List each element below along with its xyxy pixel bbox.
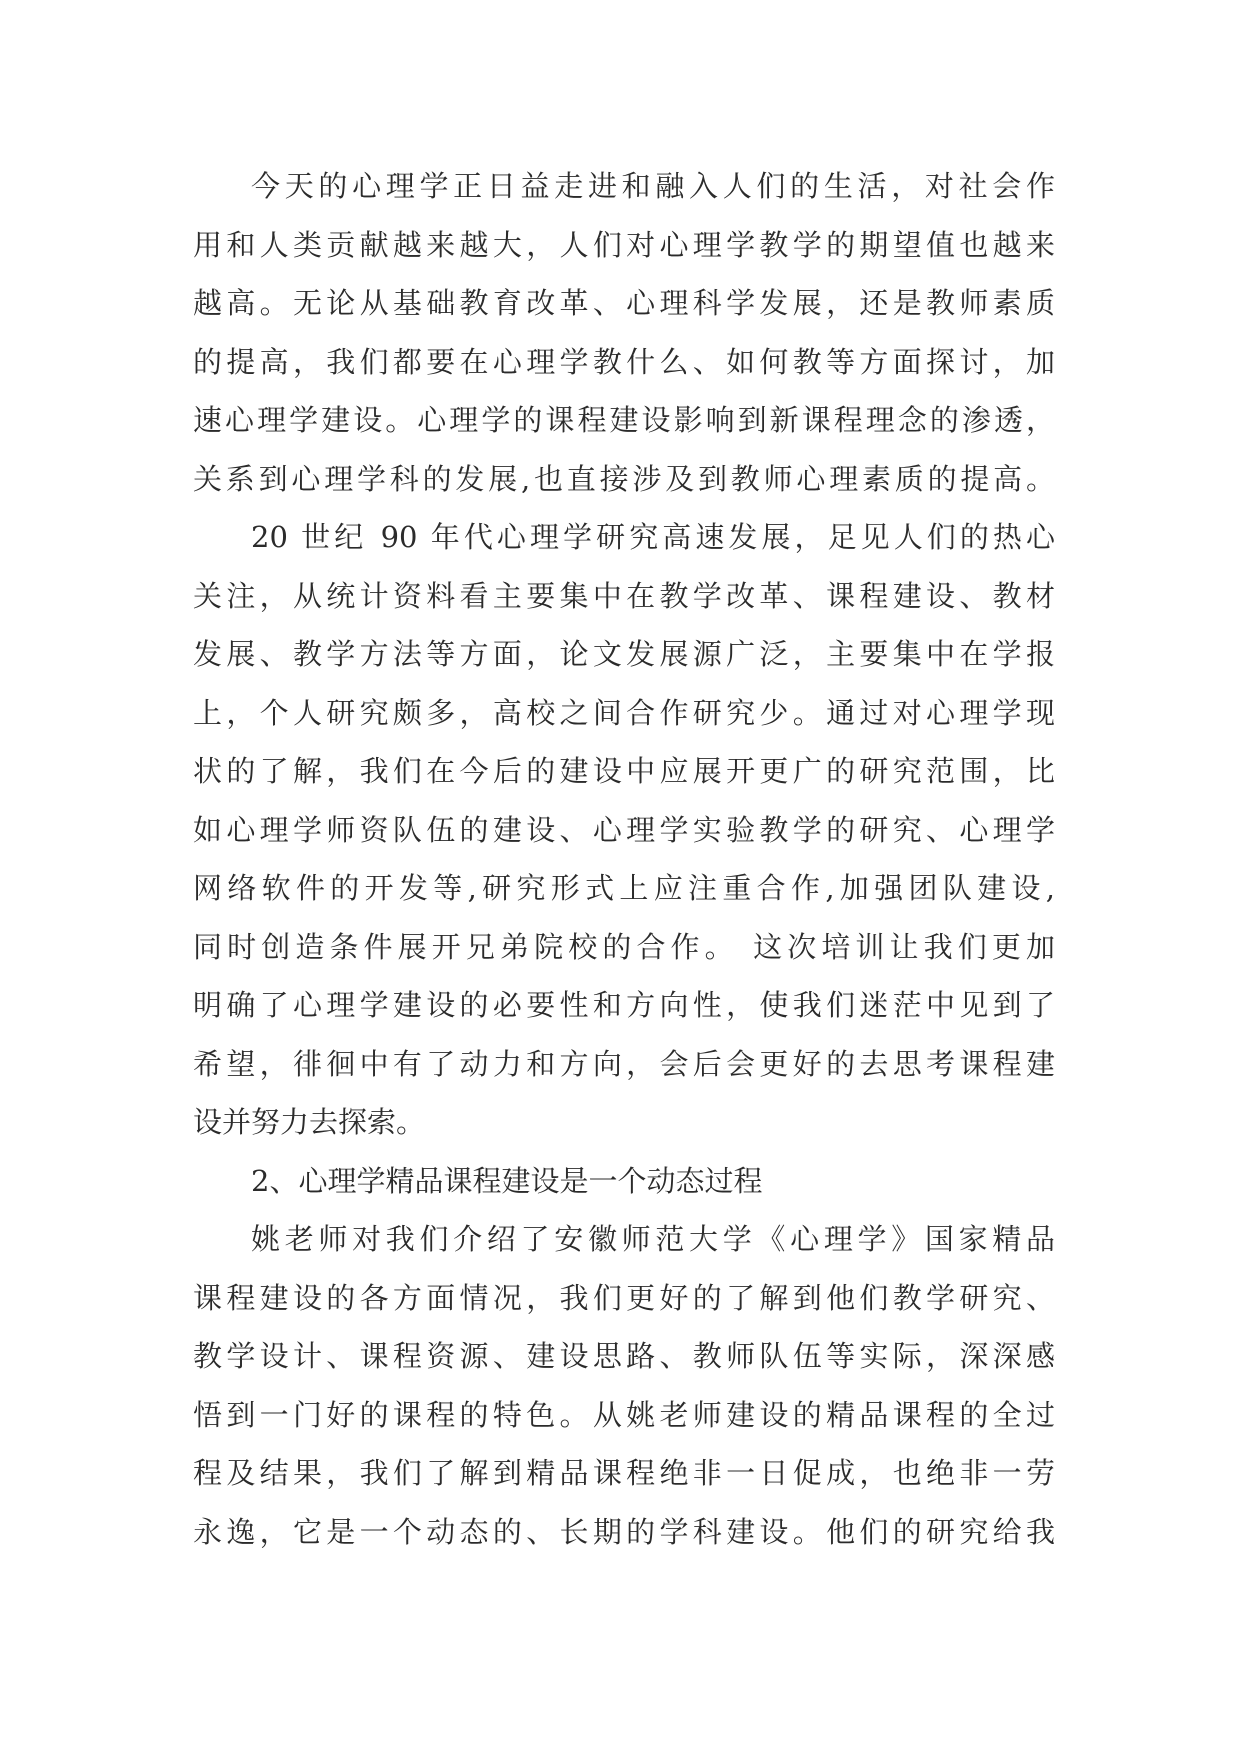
paragraph-1-line: 用和人类贡献越来越大，人们对心理学教学的期望值也越来 [193, 227, 1055, 262]
paragraph-2-line: 关注，从统计资料看主要集中在教学改革、课程建设、教材 [193, 578, 1055, 613]
paragraph-3-line: 程及结果，我们了解到精品课程绝非一日促成，也绝非一劳 [193, 1456, 1055, 1490]
paragraph-2-line: 如心理学师资队伍的建设、心理学实验教学的研究、心理学 [193, 812, 1055, 847]
paragraph-2-line: 状的了解，我们在今后的建设中应展开更广的研究范围，比 [193, 754, 1055, 788]
paragraph-1-line: 关系到心理学科的发展,也直接涉及到教师心理素质的提高。 [193, 461, 1055, 496]
paragraph-3-line: 教学设计、课程资源、建设思路、教师队伍等实际，深深感 [193, 1339, 1055, 1373]
paragraph-2-line: 希望，徘徊中有了动力和方向，会后会更好的去思考课程建 [193, 1046, 1055, 1081]
paragraph-2-line: 20 世纪 90 年代心理学研究高速发展，足见人们的热心 [251, 520, 1055, 554]
paragraph-3-line: 永逸，它是一个动态的、长期的学科建设。他们的研究给我 [193, 1514, 1055, 1549]
paragraph-3-line: 姚老师对我们介绍了安徽师范大学《心理学》国家精品 [251, 1222, 1055, 1256]
paragraph-3-line: 课程建设的各方面情况，我们更好的了解到他们教学研究、 [193, 1280, 1055, 1315]
section-heading: 2、心理学精品课程建设是一个动态过程 [251, 1163, 763, 1198]
body-text [193, 157, 1055, 1561]
paragraph-1-line: 速心理学建设。心理学的课程建设影响到新课程理念的渗透， [193, 403, 1055, 437]
paragraph-2-line: 同时创造条件展开兄弟院校的合作。 这次培训让我们更加 [193, 929, 1055, 964]
paragraph-2-line: 设并努力去探索。 [193, 1105, 426, 1139]
paragraph-1-line: 越高。无论从基础教育改革、心理科学发展，还是教师素质 [193, 286, 1055, 320]
paragraph-2-line: 上，个人研究颇多，高校之间合作研究少。通过对心理学现 [193, 695, 1055, 730]
paragraph-2-line: 网络软件的开发等,研究形式上应注重合作,加强团队建设, [193, 871, 1055, 905]
paragraph-1-line: 的提高，我们都要在心理学教什么、如何教等方面探讨，加 [193, 344, 1055, 379]
paragraph-1-line: 今天的心理学正日益走进和融入人们的生活，对社会作 [251, 169, 1055, 203]
paragraph-3-line: 悟到一门好的课程的特色。从姚老师建设的精品课程的全过 [193, 1397, 1055, 1432]
paragraph-2-line: 明确了心理学建设的必要性和方向性，使我们迷茫中见到了 [193, 988, 1055, 1022]
paragraph-2-line: 发展、教学方法等方面，论文发展源广泛，主要集中在学报 [193, 637, 1055, 671]
